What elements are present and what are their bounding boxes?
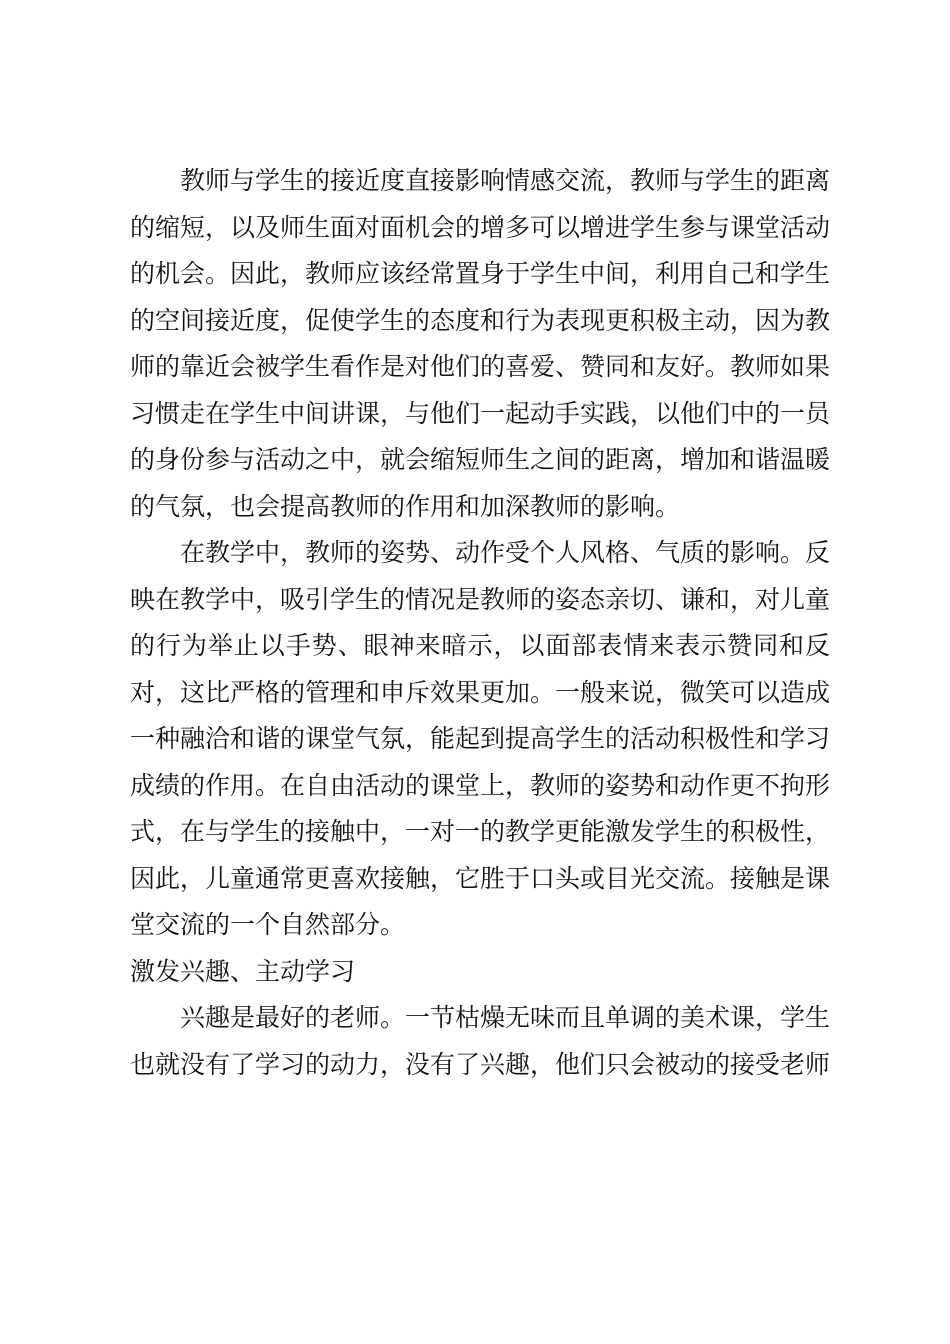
document-body bbox=[130, 158, 830, 1088]
paragraph-interest: 兴趣是最好的老师。一节枯燥无味而且单调的美术课，学生也就没有了学习的动力，没有了兴趣，他们只会被动的接受老师 bbox=[130, 1003, 831, 1079]
paragraph-posture: 在教学中，教师的姿势、动作受个人风格、气质的影响。反映在教学中，吸引学生的情况是教师的姿态亲切、谦和，对儿童的行为举止以手势、眼神来暗示，以面部表情来表示赞同和反对，这比严格的管理和申斥效果更加。一般来说，微笑可以造成一种融洽和谐的课堂气氛，能起到提高学生的活动积极性和学习成绩的作用。在自由活动的课堂上，教师的姿势和动作更不拘形式，在与学生的接触中，一对一的教学更能激发学生的积极性，因此，儿童通常更喜欢接触，它胜于口头或目光交流。接触是课堂交流的一个自然部分。 bbox=[130, 538, 831, 939]
paragraph-proximity: 教师与学生的接近度直接影响情感交流，教师与学生的距离的缩短，以及师生面对面机会的增多可以增进学生参与课堂活动的机会。因此，教师应该经常置身于学生中间，利用自己和学生的空间接近度，促使学生的态度和行为表现更积极主动，因为教师的靠近会被学生看作是对他们的喜爱、赞同和友好。教师如果习惯走在学生中间讲课，与他们一起动手实践，以他们中的一员的身份参与活动之中，就会缩短师生之间的距离，增加和谐温暖的气氛，也会提高教师的作用和加深教师的影响。 bbox=[130, 166, 831, 521]
section-heading: 激发兴趣、主动学习 bbox=[130, 956, 356, 986]
